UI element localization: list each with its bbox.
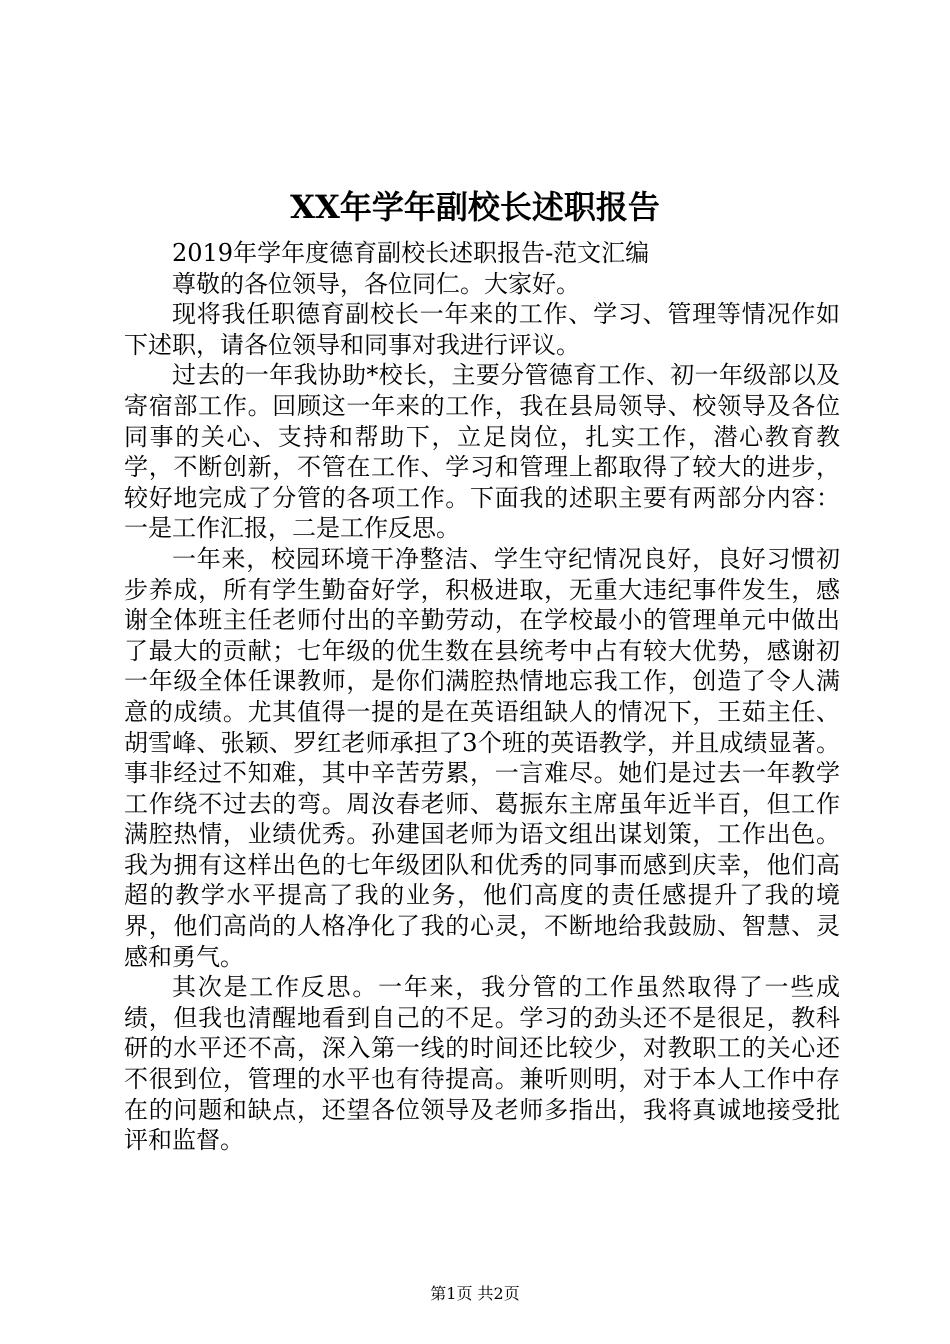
document-body (124, 238, 840, 1156)
subtitle-paragraph: 2019年学年度德育副校长述职报告-范文汇编 (172, 239, 650, 267)
work-report-paragraph: 一年来，校园环境干净整洁、学生守纪情况良好，良好习惯初步养成，所有学生勤奋好学，积极进取，无重大违纪事件发生，感谢全体班主任老师付出的辛勤劳动，在学校最小的管理单元中做出了最大的贡献；七年级的优生数在县统考中占有较大优势，感谢初一年级全体任课教师，是你们满腔热情地忘我工作，创造了令人满意的成绩。尤其值得一提的是在英语组缺人的情况下，王茹主任、胡雪峰、张颖、罗红老师承担了3个班的英语教学，并且成绩显著。事非经过不知难，其中辛苦劳累，一言难尽。她们是过去一年教学工作绕不过去的弯。周汝春老师、葛振东主席虽年近半百，但工作满腔热情，业绩优秀。孙建国老师为语文组出谋划策，工作出色。我为拥有这样出色的七年级团队和优秀的同事而感到庆幸，他们高超的教学水平提高了我的业务，他们高度的责任感提升了我的境界，他们高尚的人格净化了我的心灵，不断地给我鼓励、智慧、灵感和勇气。 (124, 544, 840, 971)
page-number-footer: 第1页 共2页 (430, 1284, 520, 1303)
reflection-paragraph: 其次是工作反思。一年来，我分管的工作虽然取得了一些成绩，但我也清醒地看到自己的不足。学习的劲头还不是很足，教科研的水平还不高，深入第一线的时间还比较少，对教职工的关心还不很到位，管理的水平也有待提高。兼听则明，对于本人工作中存在的问题和缺点，还望各位领导及老师多指出，我将真诚地接受批评和监督。 (124, 973, 840, 1155)
intro-paragraph: 现将我任职德育副校长一年来的工作、学习、管理等情况作如下述职，请各位领导和同事对我进行评议。 (124, 300, 840, 359)
overview-paragraph: 过去的一年我协助*校长，主要分管德育工作、初一年级部以及寄宿部工作。回顾这一年来的工作，我在县局领导、校领导及各位同事的关心、支持和帮助下，立足岗位，扎实工作，潜心教育教学，不断创新，不管在工作、学习和管理上都取得了较大的进步，较好地完成了分管的各项工作。下面我的述职主要有两部分内容：一是工作汇报，二是工作反思。 (124, 361, 840, 543)
greeting-paragraph: 尊敬的各位领导，各位同仁。大家好。 (172, 269, 580, 298)
document-title: XX年学年副校长述职报告 (290, 188, 660, 226)
